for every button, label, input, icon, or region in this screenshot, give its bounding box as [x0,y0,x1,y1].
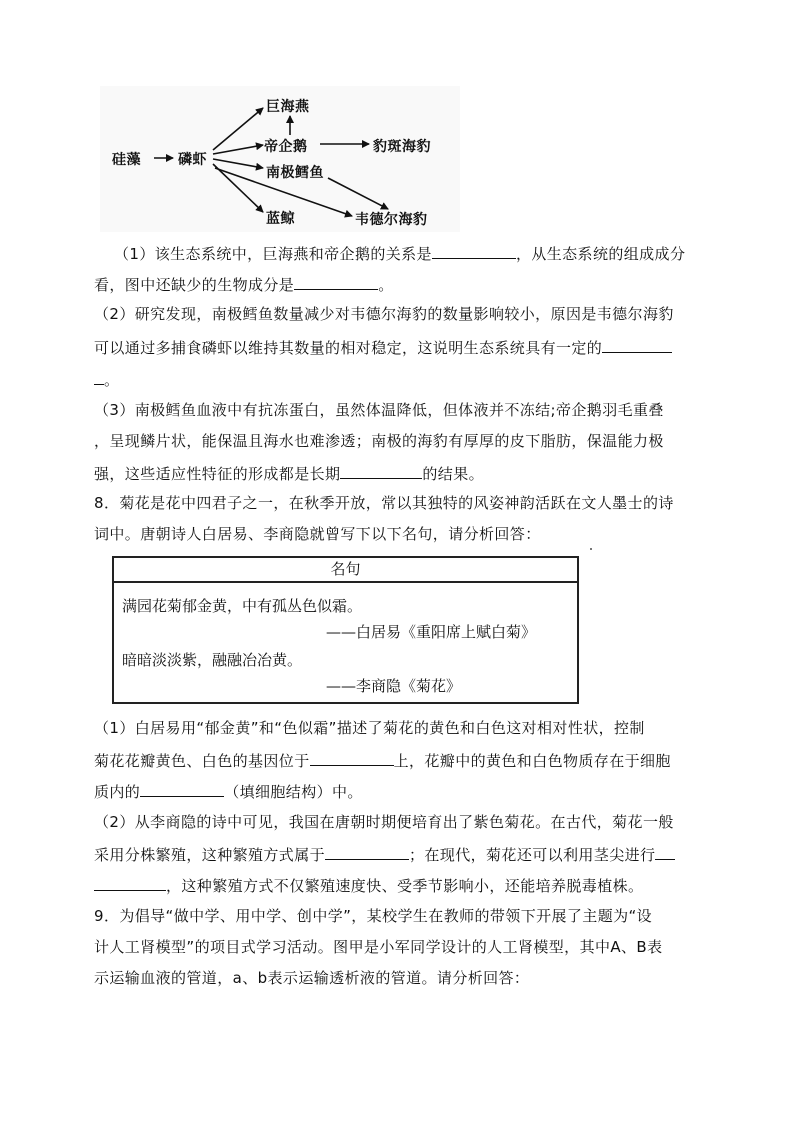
food-web-diagram [100,86,460,232]
answer-blank[interactable] [325,843,409,860]
node-diatom: 硅藻 [112,152,141,168]
q7-p1-text-c: 看，图中还缺少的生物成分是 [94,276,295,294]
arrow-krill-giant-petrel [213,108,263,150]
arrow-krill-blue-whale [213,164,263,212]
q9-line1: 9．为倡导“做中学、用中学、创中学”，某校学生在教师的带领下开展了主题为“设 [94,907,653,925]
q8-intro-line1: 8．菊花是花中四君子之一，在秋季开放，常以其独特的风姿神韵活跃在文人墨士的诗 [94,494,674,512]
arrow-cod-weddell-seal [328,178,388,209]
q8-p1-line2 [94,749,671,771]
q7-p3-text-b: 的结果。 [422,465,485,483]
source-li-shangyin: ——李商隐《菊花》 [326,677,462,695]
q9-line2: 计人工肾模型”的项目式学习活动。图甲是小军同学设计的人工肾模型，其中A、B表 [94,938,663,956]
q8-p2-text-a: 采用分株繁殖，这种繁殖方式属于 [94,846,326,864]
q8-p2-line1: （2）从李商隐的诗中可见，我国在唐朝时期便培育出了紫色菊花。在古代，菊花一般 [94,813,674,831]
q8-p1-text-a: 菊花花瓣黄色、白色的基因位于 [94,752,310,770]
q8-p1-line1: （1）白居易用“郁金黄”和“色似霜”描述了菊花的黄色和白色这对相对性状，控制 [94,719,645,737]
arrow-krill-emperor-penguin [213,145,263,154]
q8-p2-line3 [94,874,643,896]
answer-blank-continued[interactable] [94,874,166,891]
q7-p1-text-a: （1）该生态系统中，巨海燕和帝企鹅的关系是 [114,245,432,263]
q8-p1-line3 [94,780,363,802]
source-bai-juyi: ——白居易《重阳席上赋白菊》 [326,623,537,641]
answer-blank[interactable] [602,336,672,353]
answer-blank[interactable] [294,273,378,290]
answer-blank-continued[interactable] [94,368,104,385]
quote-bai-juyi: 满园花菊郁金黄，中有孤丛色似霜。 [122,597,363,615]
scan-dot [590,548,592,550]
q8-p1-text-b: 上，花瓣中的黄色和白色物质存在于细胞 [393,752,671,770]
q8-p2-text-b: ；在现代，菊花还可以利用茎尖进行 [409,846,656,864]
q7-p1-line1 [114,242,685,264]
q7-p2-text: 可以通过多捕食磷虾以维持其数量的相对稳定，这说明生态系统具有一定的 [94,339,603,357]
q7-p1-text-d: 。 [378,276,394,294]
q7-p3-text-a: 强，这些适应性特征的形成都是长期 [94,465,341,483]
q8-p2-line2 [94,843,675,865]
q7-p1-line2 [94,273,394,295]
q7-p3-line2: ，呈现鳞片状，能保温且海水也难渗透；南极的海豹有厚厚的皮下脂肪，保温能力极 [94,432,664,450]
q8-p2-text-c: ，这种繁殖方式不仅繁殖速度快、受季节影响小，还能培养脱毒植株。 [166,877,644,895]
arrow-krill-antarctic-cod [213,159,263,168]
q7-p2-line3 [94,368,119,390]
node-antarctic-cod: 南极鳕鱼 [266,165,324,181]
q7-p3-line1: （3）南极鳕鱼血液中有抗冻蛋白，虽然体温降低，但体液并不冻结;帝企鹅羽毛重叠 [94,401,664,419]
node-krill: 磷虾 [178,152,207,168]
node-giant-petrel: 巨海燕 [266,99,310,115]
answer-blank[interactable] [432,242,516,259]
q9-line3: 示运输血液的管道，a、b表示运输透析液的管道。请分析回答： [94,969,530,987]
answer-blank[interactable] [655,843,675,860]
q8-p1-text-d: （填细胞结构）中。 [224,783,363,801]
q7-p2-line1: （2）研究发现，南极鳕鱼数量减少对韦德尔海豹的数量影响较小，原因是韦德尔海豹 [94,305,674,323]
quotes-table-header: 名句 [114,558,577,583]
answer-blank[interactable] [140,780,224,797]
q7-p2-line2 [94,336,672,358]
answer-blank[interactable] [340,462,422,479]
quotes-table [112,556,579,704]
node-weddell-seal: 韦德尔海豹 [355,212,428,228]
answer-blank[interactable] [310,749,394,766]
q7-p2-period: 。 [104,371,120,389]
node-leopard-seal: 豹斑海豹 [373,139,431,155]
q8-p1-text-c: 质内的 [94,783,141,801]
node-emperor-penguin: 帝企鹅 [264,139,308,155]
node-blue-whale: 蓝鲸 [266,211,295,227]
quote-li-shangyin: 暗暗淡淡紫，融融冶冶黄。 [122,651,303,669]
q7-p1-text-b: ，从生态系统的组成成分 [515,245,686,263]
q7-p3-line3 [94,462,484,484]
q8-intro-line2: 词中。唐朝诗人白居易、李商隐就曾写下以下名句，请分析回答： [94,525,541,543]
